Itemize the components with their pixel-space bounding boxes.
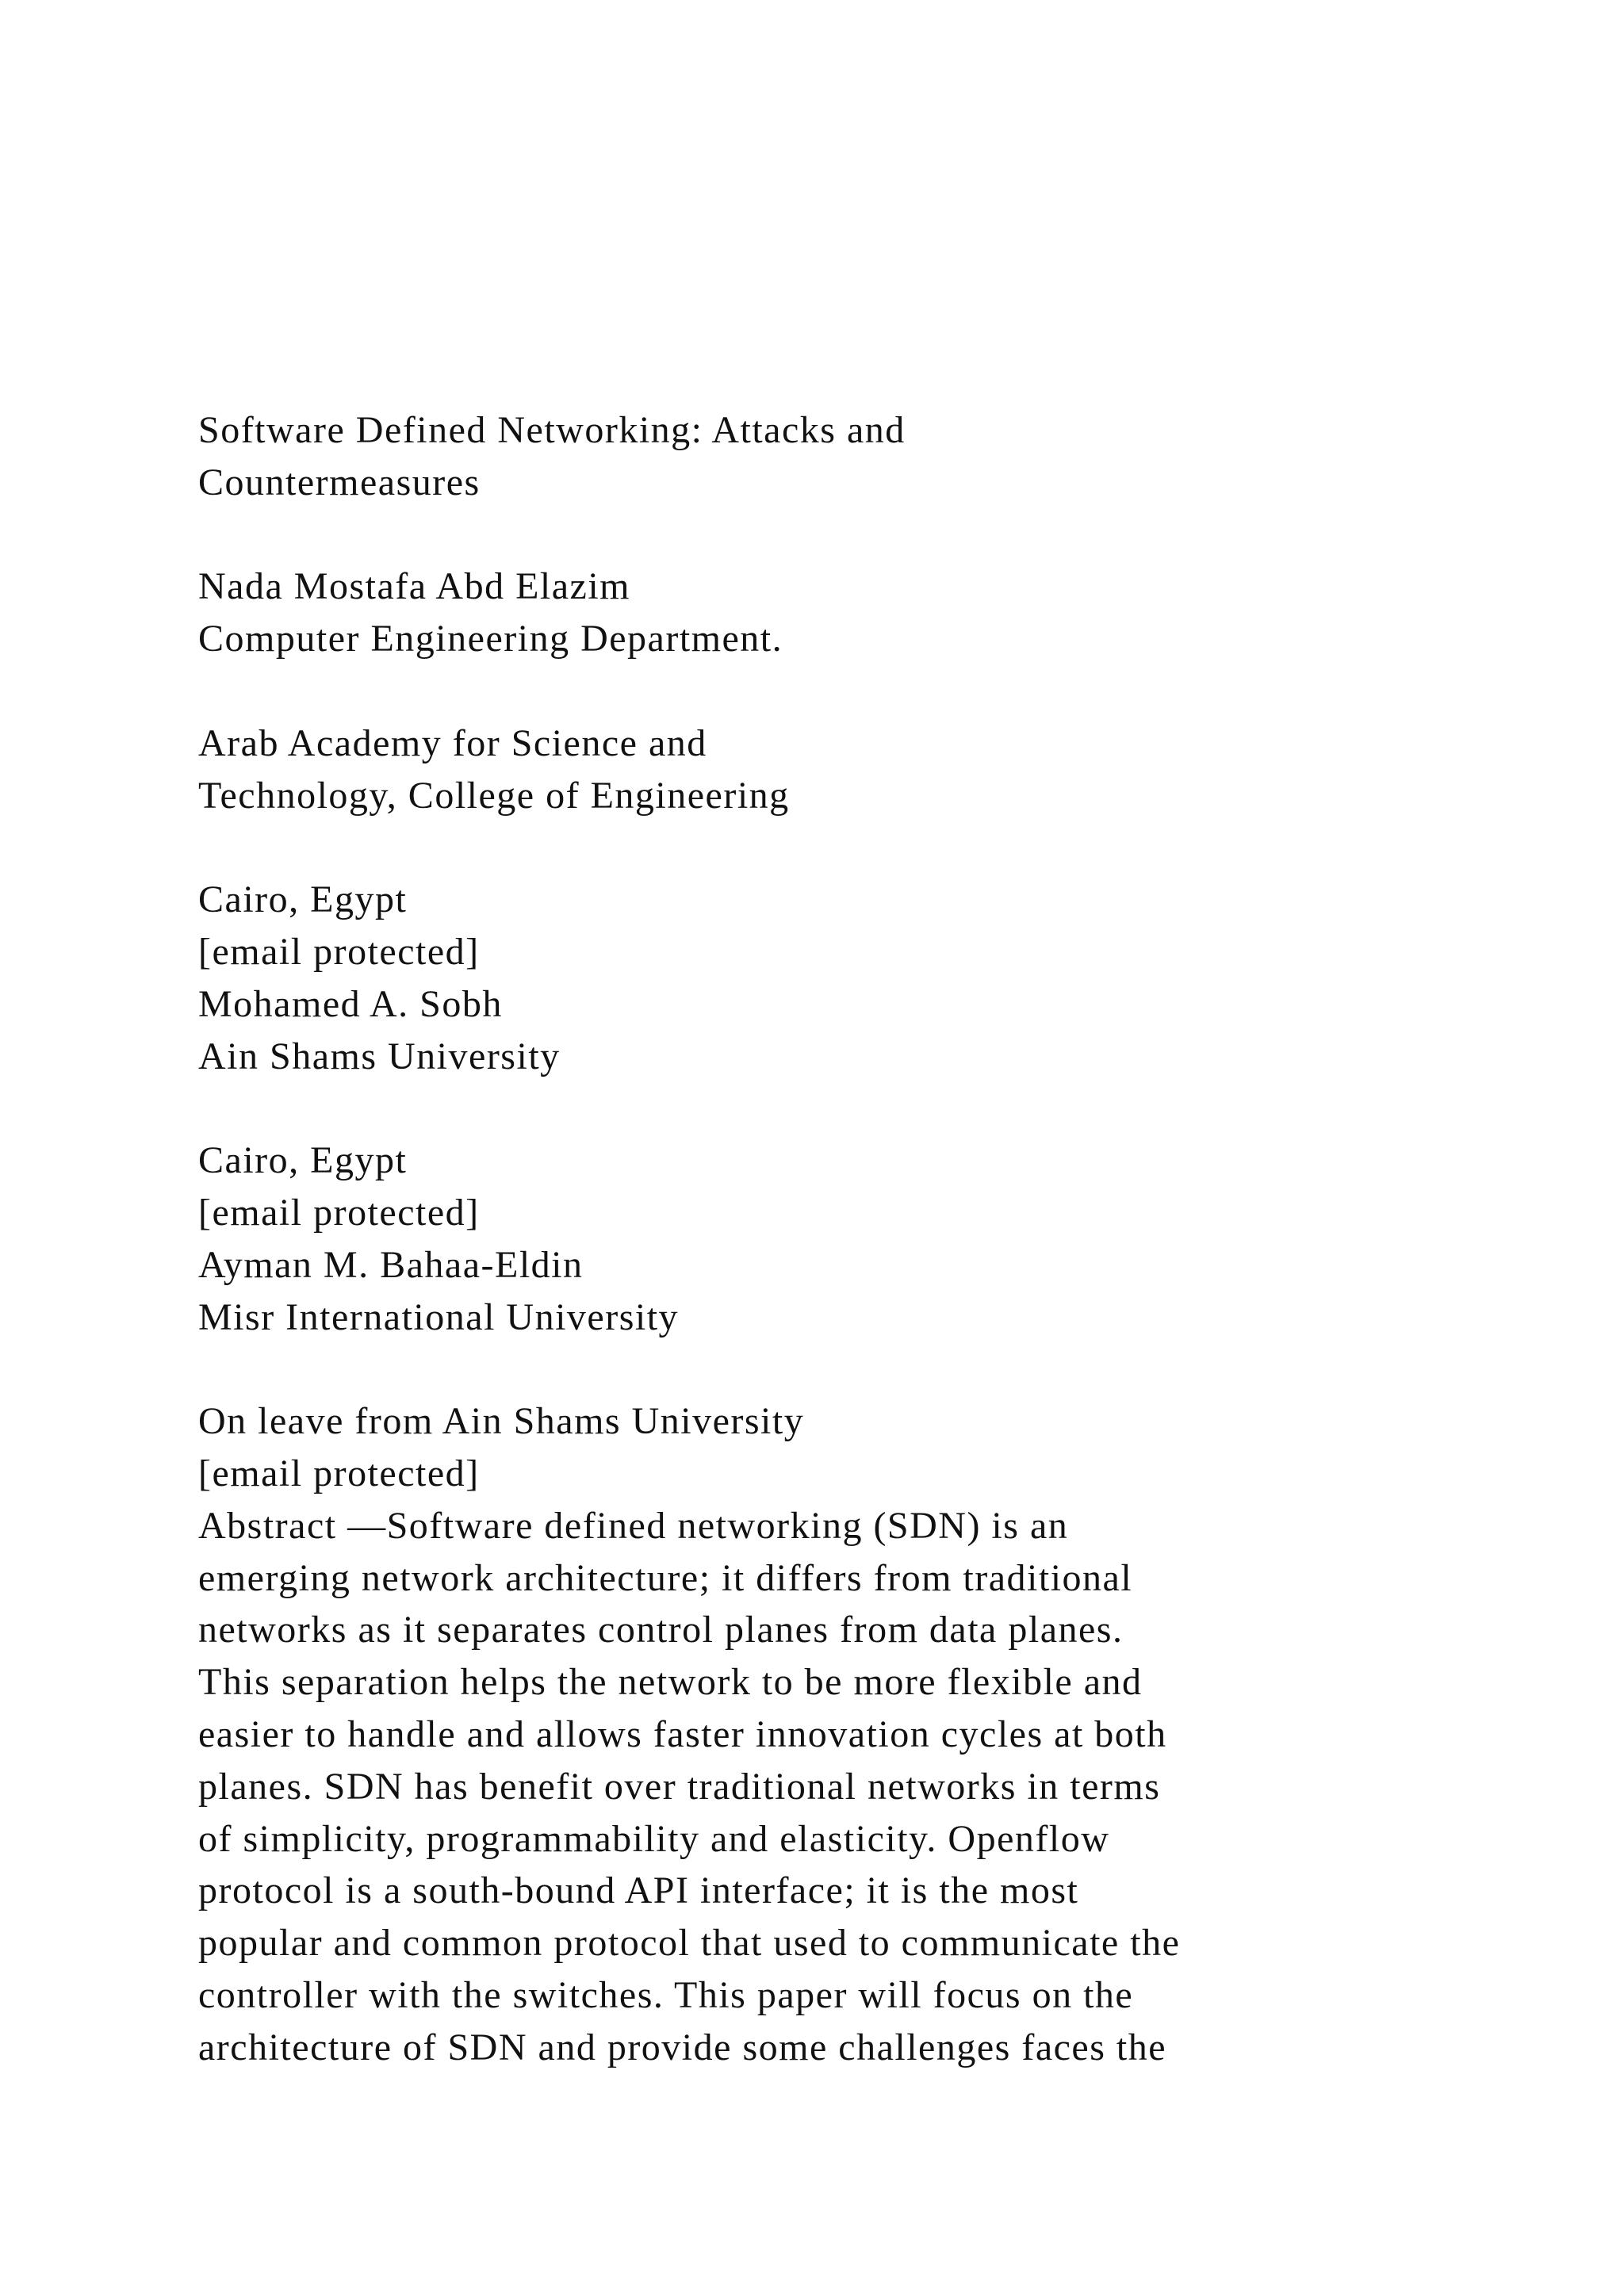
author3-name: Ayman M. Bahaa-Eldin [198, 1243, 584, 1286]
author3-affiliation: Misr International University [198, 1295, 680, 1338]
spacer [198, 509, 1435, 561]
abstract-line-10: controller with the switches. This paper will focus on the [198, 1973, 1134, 2016]
abstract-line-5: easier to handle and allows faster innovation cycles at both [198, 1712, 1167, 1755]
spacer [198, 1343, 1435, 1395]
abstract-line-9: popular and common protocol that used to communicate the [198, 1922, 1181, 1965]
abstract-line-7: of simplicity, programmability and elasticity. Openflow [198, 1817, 1110, 1860]
author2-location: Cairo, Egypt [198, 1139, 408, 1182]
abstract-line-8: protocol is a south-bound API interface; it is the most [198, 1869, 1079, 1912]
author1-affiliation-line-2: Technology, College of Engineering [198, 774, 790, 817]
spacer [198, 1082, 1435, 1135]
author1-location: Cairo, Egypt [198, 878, 408, 921]
abstract-line-3: networks as it separates control planes from data planes. [198, 1609, 1124, 1651]
author3-note: On leave from Ain Shams University [198, 1400, 805, 1443]
author1-email: [email protected] [198, 930, 480, 973]
author2-name: Mohamed A. Sobh [198, 982, 503, 1025]
abstract-line-11: architecture of SDN and provide some challenges faces the [198, 2026, 1167, 2068]
abstract-line-6: planes. SDN has benefit over traditional networks in terms [198, 1765, 1161, 1808]
author1-name: Nada Mostafa Abd Elazim [198, 565, 631, 608]
spacer [198, 821, 1435, 874]
abstract-line-1: Abstract —Software defined networking (SDN) is an [198, 1504, 1069, 1547]
author3-email: [email protected] [198, 1452, 480, 1494]
title-line-1: Software Defined Networking: Attacks and [198, 409, 906, 451]
document-page [198, 404, 1435, 2074]
abstract-line-2: emerging network architecture; it differs from traditional [198, 1556, 1133, 1599]
title-line-2: Countermeasures [198, 461, 481, 503]
author1-affiliation-line-1: Arab Academy for Science and [198, 721, 707, 764]
author1-department: Computer Engineering Department. [198, 618, 783, 660]
author2-affiliation: Ain Shams University [198, 1035, 561, 1077]
abstract-line-4: This separation helps the network to be more flexible and [198, 1661, 1143, 1704]
spacer [198, 665, 1435, 718]
author2-email: [email protected] [198, 1191, 480, 1234]
